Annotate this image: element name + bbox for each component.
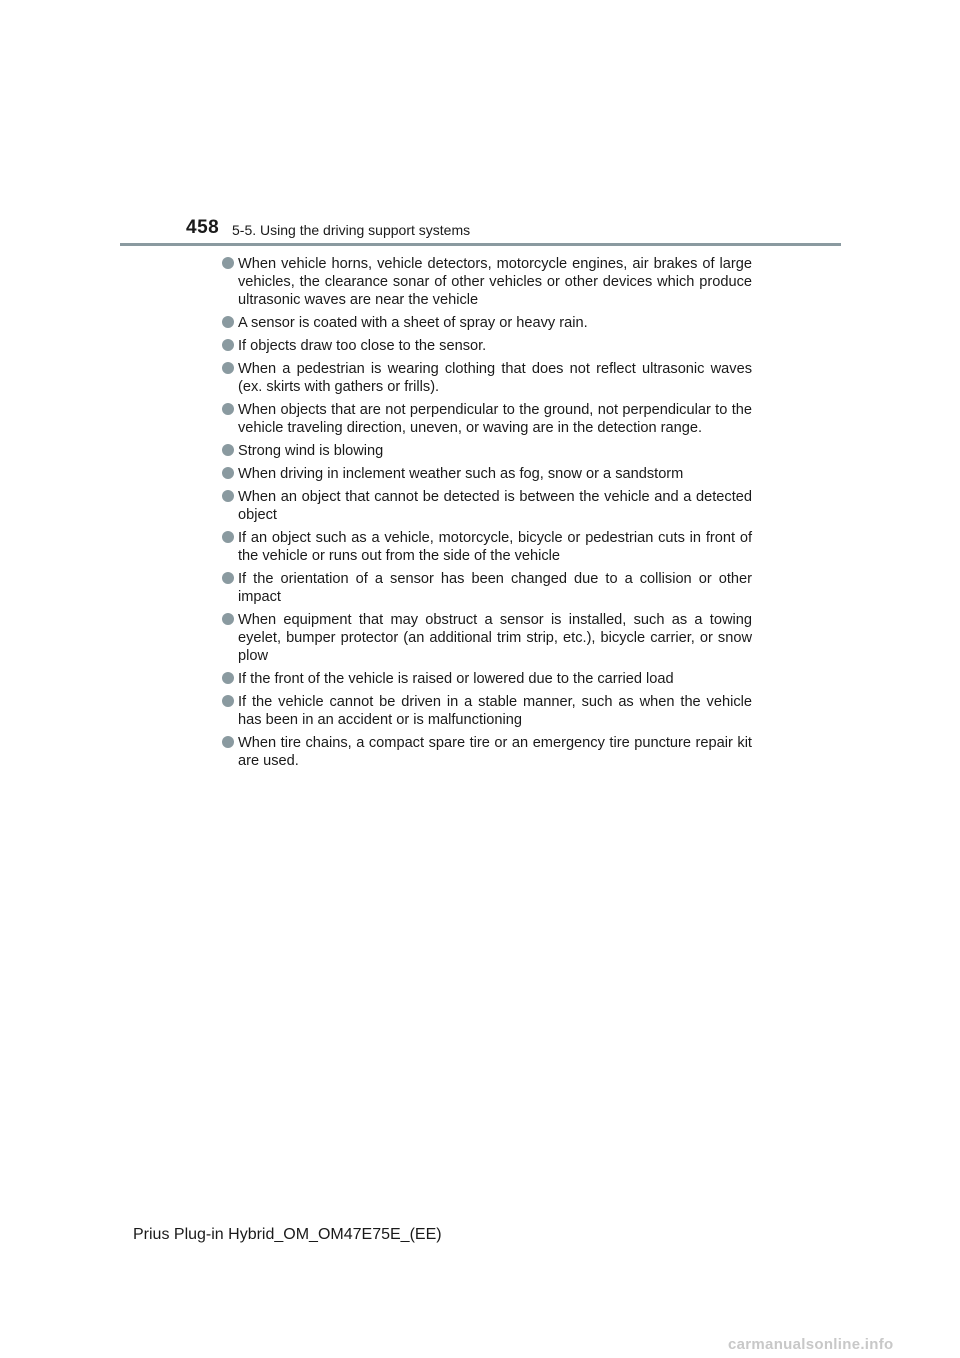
list-item-text: When equipment that may obstruct a sensor is installed, such as a towing eyelet, bumper protector (an additional trim strip, etc.), bicycle carrier, or snow plow	[238, 612, 752, 664]
page-number: 458	[186, 217, 220, 238]
bullet-list	[222, 255, 752, 775]
list-item-text: A sensor is coated with a sheet of spray or heavy rain.	[238, 315, 588, 331]
list-item	[222, 442, 752, 460]
bullet-icon	[222, 695, 234, 707]
list-item	[222, 734, 752, 770]
bullet-icon	[222, 362, 234, 374]
document-id: Prius Plug-in Hybrid_OM_OM47E75E_(EE)	[133, 1226, 442, 1243]
list-item	[222, 255, 752, 309]
list-item	[222, 693, 752, 729]
bullet-icon	[222, 316, 234, 328]
list-item-text: If the orientation of a sensor has been changed due to a collision or other impact	[238, 571, 752, 605]
list-item-text: When driving in inclement weather such as fog, snow or a sandstorm	[238, 466, 684, 482]
bullet-icon	[222, 257, 234, 269]
section-title: 5-5. Using the driving support systems	[232, 222, 471, 238]
bullet-icon	[222, 444, 234, 456]
page-header	[0, 0, 960, 250]
list-item-text: When tire chains, a compact spare tire or an emergency tire puncture repair kit are used.	[238, 735, 752, 769]
list-item-text: If an object such as a vehicle, motorcycle, bicycle or pedestrian cuts in front of the vehicle or runs out from the side of the vehicle	[238, 530, 752, 564]
list-item	[222, 611, 752, 665]
list-item-text: When an object that cannot be detected is between the vehicle and a detected object	[238, 489, 752, 523]
header-divider	[120, 243, 841, 246]
bullet-icon	[222, 490, 234, 502]
bullet-icon	[222, 672, 234, 684]
bullet-icon	[222, 736, 234, 748]
list-item	[222, 529, 752, 565]
list-item	[222, 488, 752, 524]
bullet-icon	[222, 403, 234, 415]
list-item	[222, 401, 752, 437]
list-item-text: Strong wind is blowing	[238, 443, 384, 459]
bullet-icon	[222, 339, 234, 351]
list-item	[222, 360, 752, 396]
list-item-text: If objects draw too close to the sensor.	[238, 338, 487, 354]
list-item-text: If the front of the vehicle is raised or lowered due to the carried load	[238, 671, 674, 687]
list-item	[222, 314, 752, 332]
bullet-icon	[222, 572, 234, 584]
list-item-text: When vehicle horns, vehicle detectors, motorcycle engines, air brakes of large vehicles, the clearance sonar of other vehicles or other devices which produce ultrasonic waves are near the vehicle	[238, 256, 752, 308]
bullet-icon	[222, 613, 234, 625]
list-item-text: If the vehicle cannot be driven in a stable manner, such as when the vehicle has been in an accident or is malfunctioning	[238, 694, 752, 728]
list-item	[222, 570, 752, 606]
list-item-text: When a pedestrian is wearing clothing that does not reflect ultrasonic waves (ex. skirts with gathers or frills).	[238, 361, 752, 395]
watermark: carmanualsonline.info	[728, 1336, 894, 1353]
list-item	[222, 670, 752, 688]
list-item-text: When objects that are not perpendicular to the ground, not perpendicular to the vehicle traveling direction, uneven, or waving are in the detection range.	[238, 402, 752, 436]
list-item	[222, 337, 752, 355]
bullet-icon	[222, 531, 234, 543]
bullet-icon	[222, 467, 234, 479]
list-item	[222, 465, 752, 483]
